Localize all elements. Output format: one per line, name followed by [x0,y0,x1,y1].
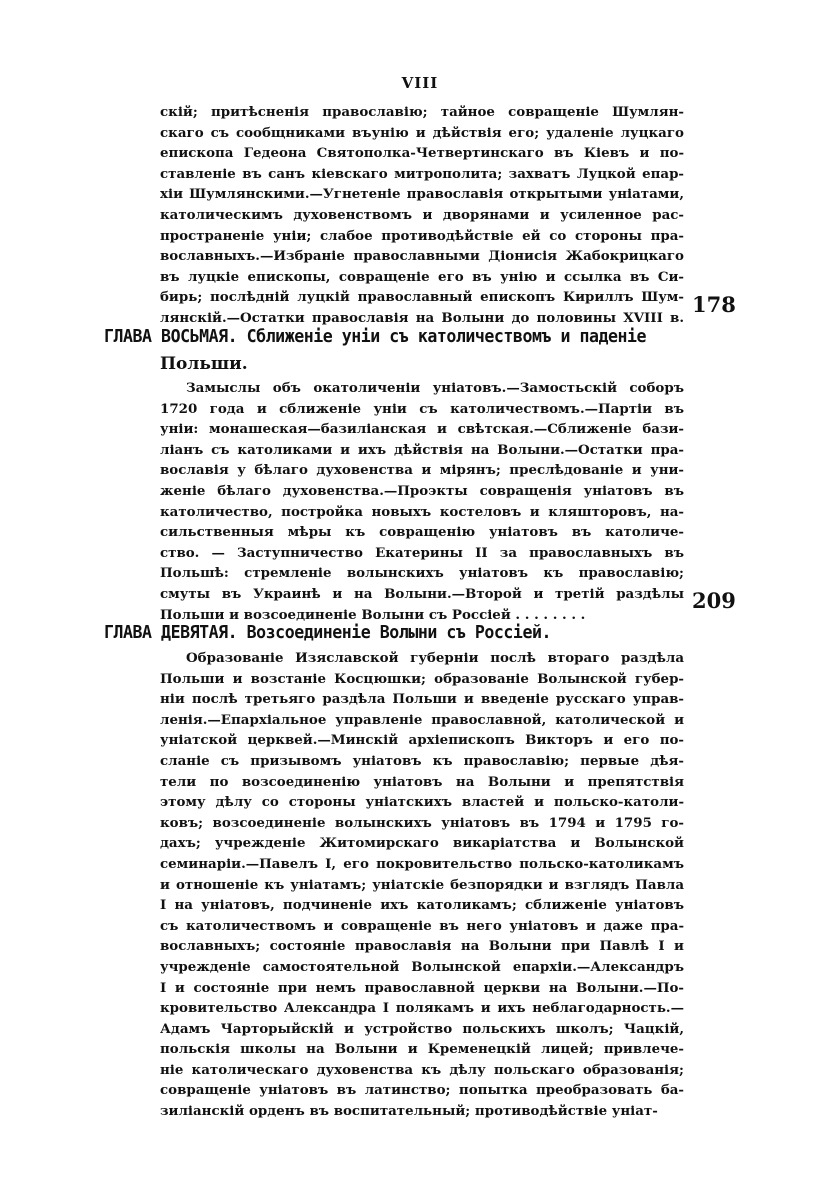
page-ref-209: 209 [692,588,736,613]
text-line: сланіе съ призывомъ уніатовъ къ православію; первые дѣя- [160,752,684,769]
chapter-8-heading-cont: Польши. [160,354,248,374]
text-line: этому дѣлу со стороны уніатскихъ властей и польско-католи- [160,794,684,811]
text-line: смуты въ Украинѣ и на Волыни.—Второй и третій раздѣлы [160,585,684,602]
page-number: VIII [401,74,439,92]
text-line: епископа Гедеона Святополка-Четвертинскаго въ Кіевъ и по- [160,145,684,162]
text-line: уніатской церквей.—Минскій архіепископъ Викторъ и его по- [160,732,684,749]
text-line: дахъ; учрежденіе Житомирскаго викаріатства и Волынской [160,835,684,852]
text-line: вославія у бѣлаго духовенства и мірянъ; преслѣдованіе и уни- [160,462,684,479]
text-line: кровительство Александра I полякамъ и ихъ неблагодарность.— [160,1000,684,1017]
text-line: Польши и возсоединеніе Волыни съ Россіей . . . . . . . . [160,606,586,623]
text-line: ленія.—Епархіальное управленіе православной, католической и [160,711,684,728]
text-line: I на уніатовъ, подчиненіе ихъ католикамъ; сближеніе уніатовъ [160,897,684,914]
text-line: польскія школы на Волыни и Кременецкій лицей; привлече- [160,1041,684,1058]
text-line: вославныхъ.—Избраніе православными Діонисія Жабокрицкаго [160,248,684,265]
text-line: уніи: монашеская—базиліанская и свѣтская.—Сближеніе бази- [160,421,684,438]
text-line: Замыслы объ окатоличеніи уніатовъ.—Замостьскій соборъ [186,380,684,396]
page-ref-178: 178 [692,292,736,317]
text-line: Польши и возстаніе Косцюшки; образованіе Волынской губер- [160,670,684,687]
chapter-9-heading: ГЛАВА ДЕВЯТАЯ. Возсоединеніе Волыни съ Россіей. [104,622,551,643]
text-line: Образованіе Изяславской губерніи послѣ втораго раздѣла [186,650,684,666]
text-line: ковъ; возсоединеніе волынскихъ уніатовъ въ 1794 и 1795 го- [160,814,684,831]
text-line: бирь; послѣдній луцкій православный епископъ Кириллъ Шум- [160,289,684,306]
chapter-8-heading: ГЛАВА ВОСЬМАЯ. Сближеніе уніи съ католичествомъ и паденіе [104,326,647,347]
text-line: скій; притѣсненія православію; тайное совращеніе Шумлян- [160,104,684,120]
text-line: католичество, постройка новыхъ костеловъ и кляшторовъ, на- [160,503,684,520]
text-line: въ луцкіе епископы, совращеніе его въ унію и ссылка въ Си- [160,268,684,285]
text-line: Польшѣ: стремленіе волынскихъ уніатовъ къ православію; [160,565,684,582]
text-line: съ католичествомъ и совращеніе въ него уніатовъ и даже пра- [160,917,684,934]
text-line: тели по возсоединенію уніатовъ на Волыни и препятствія [160,773,684,790]
text-line: Адамъ Чарторыйскій и устройство польскихъ школъ; Чацкій, [160,1020,684,1037]
text-line: I и состояніе при немъ православной церкви на Волыни.—По- [160,979,684,996]
text-line: католическимъ духовенствомъ и дворянами и усиленное рас- [160,206,684,223]
text-line: пространеніе уніи; слабое противодѣйствіе ей со стороны пра- [160,227,684,244]
toc-entry-chapter9 [160,648,684,1122]
text-line: вославныхъ; состояніе православія на Волыни при Павлѣ I и [160,938,684,955]
text-line: женіе бѣлаго духовенства.—Проэкты совращенія уніатовъ въ [160,482,684,499]
text-line: ставленіе въ санъ кіевскаго митрополита; захватъ Луцкой епар- [160,165,684,182]
text-line: сильственныя мѣры къ совращенію уніатовъ въ католиче- [160,524,684,541]
toc-entry-chapter7-continued [160,102,684,329]
text-line: учрежденіе самостоятельной Волынской епархіи.—Александръ [160,958,684,975]
text-line: зиліанскій орденъ въ воспитательный; противодѣйствіе уніат- [160,1103,658,1120]
text-line: лянскій.—Остатки православія на Волыни до половины XVIII в. [160,309,684,326]
text-line: ніе католическаго духовенства къ дѣлу польскаго образованія; [160,1061,684,1078]
text-line: ніи послѣ третьяго раздѣла Польши и введеніе русскаго управ- [160,691,684,708]
text-line: ліанъ съ католиками и ихъ дѣйствія на Волыни.—Остатки пра- [160,441,684,458]
text-line: скаго съ сообщниками въунію и дѣйствія его; удаленіе луцкаго [160,124,684,141]
text-line: совращеніе уніатовъ въ латинство; попытка преобразовать ба- [160,1082,684,1099]
text-line: хіи Шумлянскими.—Угнетеніе православія открытыми уніатами, [160,186,684,203]
toc-entry-chapter8 [160,378,684,625]
text-line: 1720 года и сближеніе уніи съ католичествомъ.—Партіи въ [160,400,684,417]
text-line: семинаріи.—Павелъ I, его покровительство польско-католикамъ [160,855,684,872]
text-line: и отношеніе къ уніатамъ; уніатскіе безпорядки и взглядъ Павла [160,876,684,893]
text-line: ство. — Заступничество Екатерины II за православныхъ въ [160,544,684,561]
